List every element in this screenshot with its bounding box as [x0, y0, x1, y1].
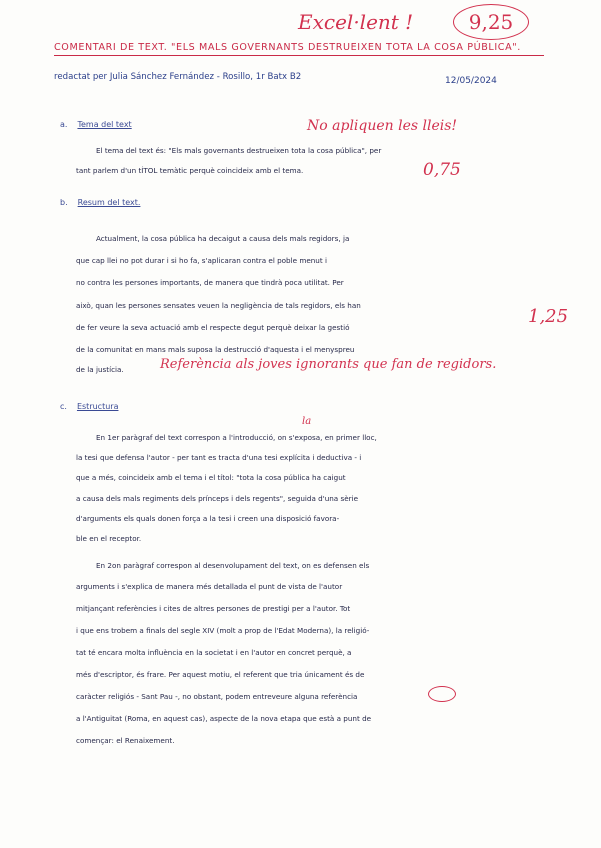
section-a-number: a. [60, 120, 68, 129]
section-c-p1-line: a causa dels mals regiments dels prínceps i dels regents", seguida d'una sèrie [76, 494, 359, 503]
section-c-heading [60, 402, 118, 411]
section-b-line: de la comunitat en mans mals suposa la destrucció d'aquesta i el menyspreu [76, 345, 355, 354]
section-c-p1-line: la tesi que defensa l'autor - per tant es tracta d'una tesi explícita i deductiva - i [76, 453, 362, 462]
section-a-line: tant parlem d'un tÍTOL temàtic perquè coincideix amb el tema. [76, 166, 304, 175]
essay-title: COMENTARI DE TEXT. "ELS MALS GOVERNANTS DESTRUEIXEN TOTA LA COSA PÚBLICA". [54, 42, 521, 53]
grade-comment: Excel·lent ! [298, 10, 414, 34]
section-a-margin-comment: No apliquen les lleis! [307, 118, 458, 134]
section-b-mark: 1,25 [528, 306, 569, 327]
section-b-line: Actualment, la cosa pública ha decaigut a causa dels mals regidors, ja [96, 234, 350, 243]
correction-circle [428, 686, 456, 702]
section-a-label: Tema del text [77, 120, 132, 129]
section-b-line: que cap llei no pot durar i si ho fa, s'aplicaran contra el poble menut i [76, 256, 327, 265]
section-c-p2-line: més d'escriptor, és frare. Per aquest motiu, el referent que tria únicament és de [76, 670, 365, 679]
score-badge [453, 4, 529, 40]
section-b-line: de la justícia. [76, 365, 124, 374]
section-c-p2-line: i que ens trobem a finals del segle XIV (molt a prop de l'Edat Moderna), la religió- [76, 626, 370, 635]
author-line: redactat per Julia Sánchez Fernández - Rosillo, 1r Batx B2 [54, 72, 302, 82]
section-c-p1-line: En 1er paràgraf del text correspon a l'introducció, on s'exposa, en primer lloc, [96, 433, 377, 442]
essay-date: 12/05/2024 [445, 76, 497, 86]
section-c-insertion: la [302, 416, 312, 427]
score-value: 9,25 [468, 10, 514, 34]
title-underline [54, 55, 544, 56]
section-b-label: Resum del text. [77, 198, 141, 207]
section-b-heading [60, 198, 140, 207]
section-a-heading [60, 120, 132, 129]
section-c-p2-line: caràcter religiós - Sant Pau -, no obstant, podem entreveure alguna referència [76, 692, 358, 701]
section-c-p2-line: mitjançant referències i cites de altres persones de prestigi per a l'autor. Tot [76, 604, 351, 613]
section-c-number: c. [60, 402, 67, 411]
section-a-line: El tema del text és: "Els mals governants destrueixen tota la cosa pública", per [96, 146, 382, 155]
section-b-red-note: Referència als joves ignorants que fan de regidors. [160, 357, 497, 372]
section-b-line: això, quan les persones sensates veuen la negligència de tals regidors, els han [76, 301, 361, 310]
section-c-p1-line: ble en el receptor. [76, 534, 142, 543]
section-b-line: no contra les persones importants, de manera que tindrà poca utilitat. Per [76, 278, 344, 287]
section-b-number: b. [60, 198, 68, 207]
section-a-mark: 0,75 [423, 160, 461, 180]
section-c-p2-line: a l'Antiguitat (Roma, en aquest cas), aspecte de la nova etapa que està a punt de [76, 714, 372, 723]
section-c-label: Estructura [76, 402, 119, 411]
section-c-p2-line: començar: el Renaixement. [76, 736, 175, 745]
section-b-line: de fer veure la seva actuació amb el respecte degut perquè deixar la gestió [76, 323, 350, 332]
section-c-p1-line: que a més, coincideix amb el tema i el títol: "tota la cosa pública ha caigut [76, 473, 346, 482]
section-c-p1-line: d'arguments els quals donen força a la tesi i creen una disposició favora- [76, 514, 340, 523]
section-c-p2-line: arguments i s'explica de manera més detallada el punt de vista de l'autor [76, 582, 343, 591]
section-c-p2-line: En 2on paràgraf correspon al desenvolupament del text, on es defensen els [96, 561, 370, 570]
section-c-p2-line: tat té encara molta influència en la societat i en l'autor en concret perquè, a [76, 648, 352, 657]
